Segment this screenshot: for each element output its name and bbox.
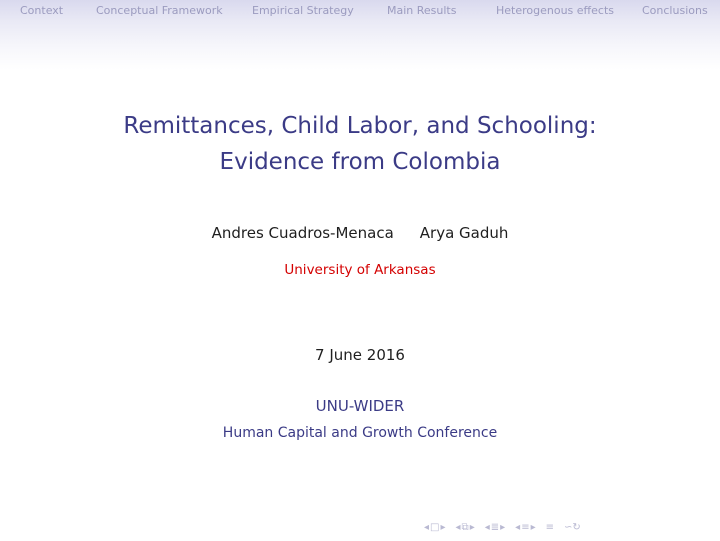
subsection-icon[interactable]: ⧉ xyxy=(461,522,469,533)
title-line-1: Remittances, Child Labor, and Schooling: xyxy=(123,113,597,139)
header-band xyxy=(0,0,720,70)
nav-item-heterogenous-effects[interactable]: Heterogenous effects xyxy=(496,4,614,17)
search-icon[interactable]: ∽↻ xyxy=(564,522,581,533)
author-2: Arya Gaduh xyxy=(419,224,509,242)
nav-item-conclusions[interactable]: Conclusions xyxy=(642,4,708,17)
slide-prev-icon[interactable]: ◂ xyxy=(515,522,521,533)
author-1: Andres Cuadros-Menaca xyxy=(211,224,394,242)
title-line-2: Evidence from Colombia xyxy=(219,149,501,175)
subsection-next-icon[interactable]: ▸ xyxy=(469,522,475,533)
section-navigation xyxy=(0,4,720,18)
venue: UNU-WIDER xyxy=(315,397,405,415)
institute: University of Arkansas xyxy=(284,262,436,278)
section-icon[interactable]: ≣ xyxy=(490,522,500,533)
conference-name: Human Capital and Growth Conference xyxy=(222,425,498,441)
subsection-prev-icon[interactable]: ◂ xyxy=(455,522,461,533)
nav-item-empirical-strategy[interactable]: Empirical Strategy xyxy=(252,4,354,17)
nav-item-conceptual-framework[interactable]: Conceptual Framework xyxy=(96,4,223,17)
nav-item-context[interactable]: Context xyxy=(20,4,64,17)
frame-icon[interactable]: □ xyxy=(430,522,440,533)
slide-icon[interactable]: ≡ xyxy=(521,522,530,533)
align-icon[interactable]: ≡ xyxy=(545,522,555,533)
slide-next-icon[interactable]: ▸ xyxy=(530,522,536,533)
presentation-date: 7 June 2016 xyxy=(315,346,405,364)
section-prev-icon[interactable]: ◂ xyxy=(484,522,490,533)
section-next-icon[interactable]: ▸ xyxy=(500,522,506,533)
frame-next-icon[interactable]: ▸ xyxy=(440,522,446,533)
authors xyxy=(0,224,720,242)
nav-item-main-results[interactable]: Main Results xyxy=(387,4,457,17)
beamer-navigation-controls xyxy=(424,521,714,535)
frame-prev-icon[interactable]: ◂ xyxy=(424,522,430,533)
slide-title xyxy=(0,108,720,180)
